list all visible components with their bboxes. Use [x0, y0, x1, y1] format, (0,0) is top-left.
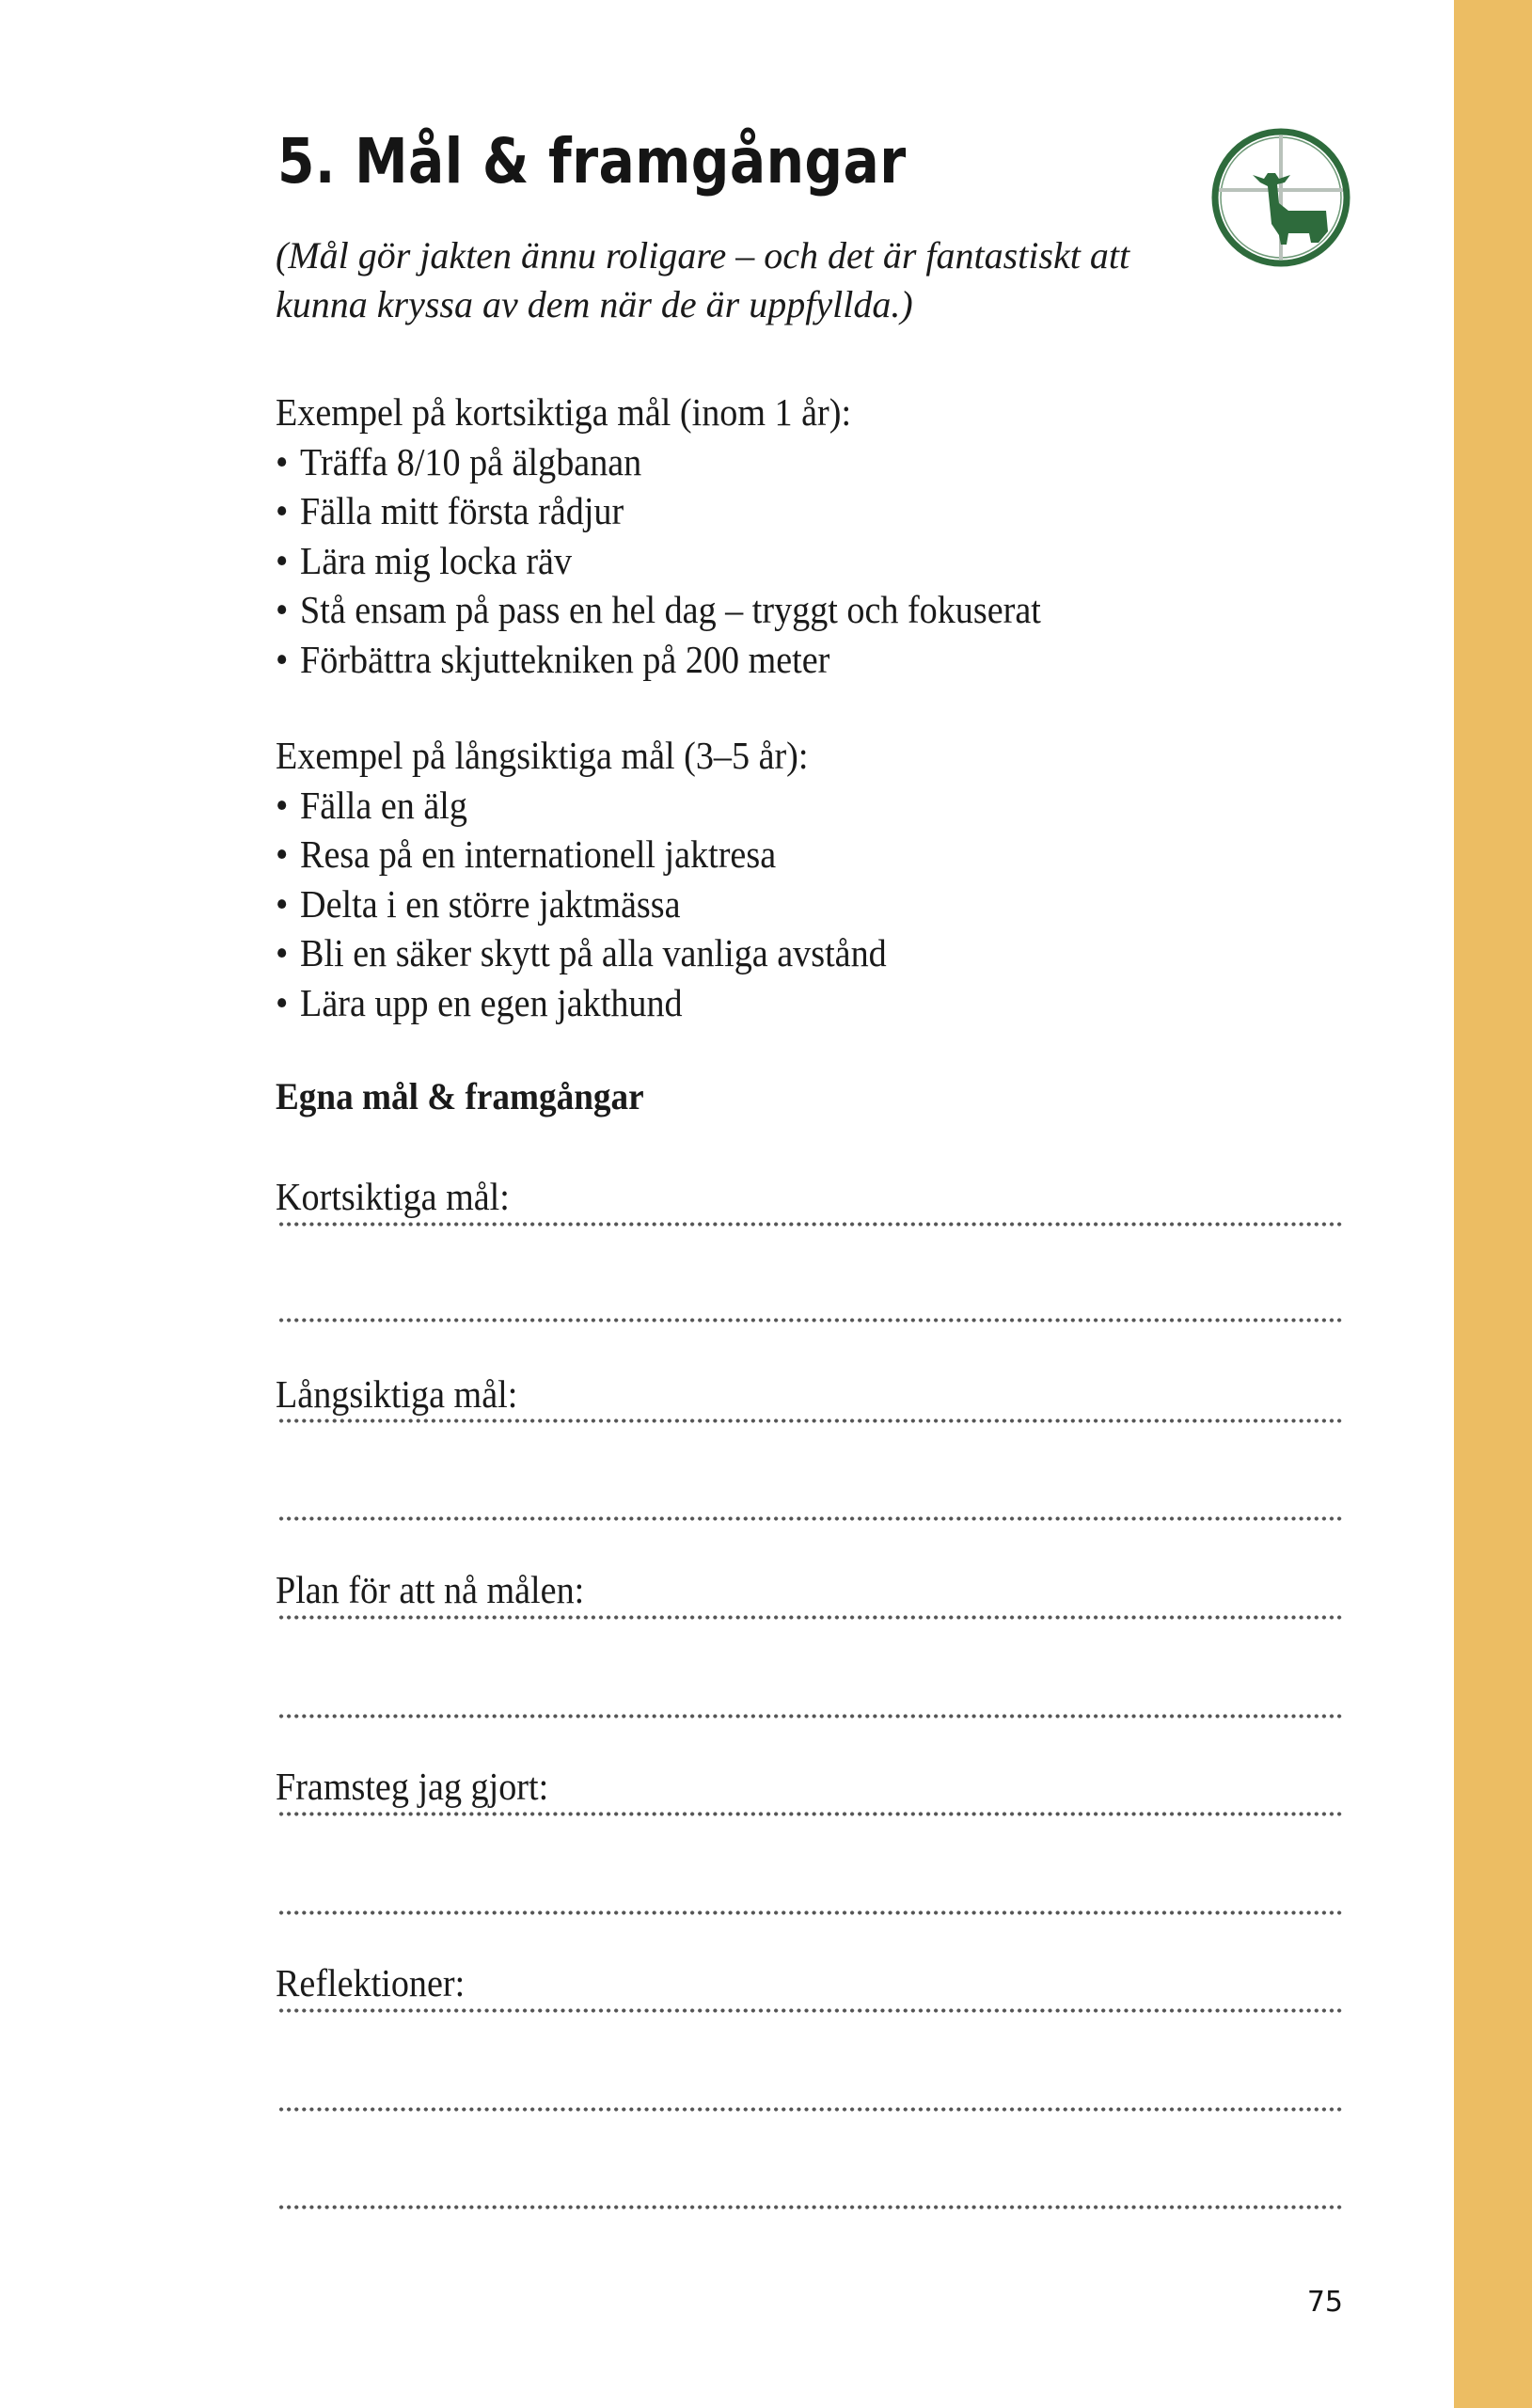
bullet-icon: • [276, 881, 289, 926]
list-item [276, 536, 1041, 586]
writing-line[interactable] [277, 2008, 1343, 2013]
list-item-text: Träffa 8/10 på älgbanan [300, 439, 642, 483]
bullet-icon: • [276, 637, 289, 681]
list-item [276, 928, 887, 978]
writing-line[interactable] [277, 1812, 1343, 1816]
writing-line[interactable] [277, 1615, 1343, 1620]
list-item-text: Lära mig locka räv [300, 538, 573, 582]
crosshair-deer-icon [1209, 126, 1352, 269]
list-item-text: Lära upp en egen jakthund [300, 980, 683, 1024]
list-item-text: Delta i en större jaktmässa [300, 881, 681, 926]
bullet-icon: • [276, 980, 289, 1024]
writing-line[interactable] [277, 1318, 1343, 1323]
field-label-plan: Plan för att nå målen: [276, 1568, 585, 1611]
list-item-text: Fälla mitt första rådjur [300, 489, 624, 532]
short-term-examples [276, 388, 1098, 684]
field-label-reflections: Reflektioner: [276, 1961, 466, 2004]
intro-text [276, 231, 1216, 329]
page-edge-color-strip [1454, 0, 1532, 2408]
writing-line[interactable] [277, 1516, 1343, 1521]
list-item-text: Stå ensam på pass en hel dag – tryggt och fokuserat [300, 588, 1041, 631]
writing-line[interactable] [277, 1910, 1343, 1915]
writing-line[interactable] [277, 2107, 1343, 2112]
list-item-text: Resa på en internationell jaktresa [300, 832, 777, 876]
own-goals-heading: Egna mål & framgångar [276, 1075, 644, 1117]
list-item [276, 486, 1041, 536]
writing-line[interactable] [277, 1418, 1343, 1423]
list-item [276, 830, 887, 879]
long-term-heading: Exempel på långsiktiga mål (3–5 år): [276, 734, 809, 777]
page-title: 5. Mål & framgångar [277, 125, 907, 198]
field-label-long-term: Långsiktiga mål: [276, 1372, 518, 1416]
list-item-text: Förbättra skjuttekniken på 200 meter [300, 637, 830, 681]
bullet-icon: • [276, 538, 289, 582]
writing-line[interactable] [277, 1222, 1343, 1227]
list-item [276, 635, 1041, 685]
list-item [276, 437, 1041, 487]
long-term-examples [276, 731, 933, 1027]
field-label-progress: Framsteg jag gjort: [276, 1765, 549, 1808]
list-item [276, 781, 887, 831]
intro-line: kunna kryssa av dem när de är uppfyllda.) [276, 283, 913, 325]
list-item [276, 978, 887, 1028]
bullet-icon: • [276, 931, 289, 974]
field-label-short-term: Kortsiktiga mål: [276, 1175, 510, 1218]
list-item [276, 879, 887, 929]
short-term-heading: Exempel på kortsiktiga mål (inom 1 år): [276, 390, 852, 434]
list-item-text: Fälla en älg [300, 783, 467, 827]
list-item [276, 585, 1041, 635]
bullet-icon: • [276, 832, 289, 876]
intro-line: (Mål gör jakten ännu roligare – och det är fantastiskt att [276, 234, 1130, 277]
bullet-icon: • [276, 588, 289, 631]
writing-line[interactable] [277, 2205, 1343, 2210]
list-item-text: Bli en säker skytt på alla vanliga avstånd [300, 931, 887, 974]
bullet-icon: • [276, 489, 289, 532]
bullet-icon: • [276, 783, 289, 827]
bullet-icon: • [276, 439, 289, 483]
page-number: 75 [1306, 2286, 1343, 2319]
writing-line[interactable] [277, 1714, 1343, 1719]
